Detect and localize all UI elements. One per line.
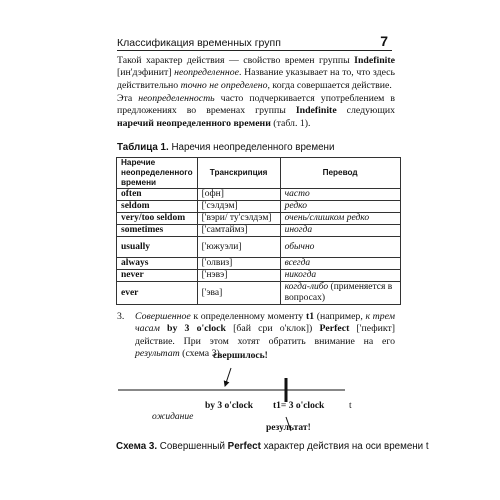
cell-word: never [117, 270, 198, 282]
text-run: Такой характер действия — свойство времен группы [117, 55, 355, 66]
label-result: результат! [266, 423, 311, 433]
cell-transcription: ['самтаймз] [197, 225, 280, 237]
header-title: Классификация временных групп [117, 37, 281, 49]
text-run: Эта [117, 93, 139, 104]
term-adverbs: наречий неопределенного времени [117, 117, 271, 129]
text-run: [ин'дэфинит] [117, 67, 175, 79]
emphasis-text: результат [135, 347, 180, 359]
label-by-3-oclock: by 3 o'clock [205, 401, 254, 411]
header-translation: Перевод [280, 158, 400, 189]
text-run: к определенному моменту [190, 311, 306, 322]
cell-word: very/too seldom [117, 213, 198, 225]
emphasis-text: точно не определено [180, 79, 268, 91]
label-t1: t1= 3 o'clock [273, 401, 325, 411]
text-run: . Название указывает на то, что здесь действительно [117, 67, 395, 91]
emphasis-text: к трем часам [135, 311, 395, 335]
text-run: часто подчеркивается употреблением в предложениях во временах группы [117, 93, 395, 117]
term-t1: t1 [305, 311, 315, 322]
text-run: Совершенный [157, 441, 228, 452]
text-run: (табл. 1). [270, 117, 311, 129]
cell-transcription: ['нэвэ] [197, 270, 280, 282]
text-run: характер действия на оси времени t [260, 441, 429, 452]
text-run: ['пефикт] действие. При этом хотят обратить внимание на его [135, 323, 396, 347]
term-translation: неопределенное [174, 67, 240, 79]
label-waiting: ожидание [152, 412, 194, 422]
header-transcription: Транскрипция [197, 158, 280, 189]
text-run: , когда совершается действие. [267, 79, 392, 91]
translation-word: когда-либо [284, 282, 329, 292]
cell-translation: никогда [280, 270, 400, 282]
cell-translation: редко [280, 201, 400, 213]
cell-word: seldom [117, 201, 198, 213]
scheme-caption [116, 441, 429, 453]
cell-word: often [117, 189, 198, 201]
cell-word: always [117, 258, 198, 270]
scheme-label: Схема 3. [116, 441, 158, 452]
text-run: [бай сри о'клок]) [225, 323, 320, 335]
list-number: 3. [117, 311, 125, 322]
cell-word: usually [117, 237, 198, 258]
translation-note: (применяется в вопросах) [284, 282, 393, 303]
table-caption-text: Наречия неопределенного времени [168, 142, 335, 153]
term-indefinite: Indefinite [295, 105, 337, 117]
cell-word: ever [117, 282, 198, 305]
emphasis-text: Совершенное [135, 311, 191, 322]
cell-word: sometimes [117, 225, 198, 237]
cell-transcription: ['вэри/ ту'сэлдэм] [197, 213, 280, 225]
header-adverb: Наречие неопределенного времени [117, 158, 198, 189]
label-done: свершилось! [213, 351, 268, 361]
term-perfect: Perfect [319, 323, 350, 335]
term-indefinite: Indefinite [354, 55, 395, 66]
term-perfect: Perfect [227, 441, 261, 452]
text-run: (например, [314, 311, 366, 322]
cell-translation: часто [280, 189, 400, 201]
cell-transcription: ['эва] [197, 282, 280, 305]
page-number: 7 [380, 33, 388, 49]
emphasis-text: неопределенность [138, 93, 215, 104]
cell-transcription: ['олвиз] [197, 258, 280, 270]
text-run: (схема 3). [179, 347, 223, 359]
arrow-done [225, 368, 231, 386]
cell-translation: обычно [280, 237, 400, 258]
label-t: t [349, 401, 352, 411]
term-by-3-oclock: by 3 o'clock [167, 323, 226, 335]
cell-transcription: [офн] [197, 189, 280, 201]
cell-translation: всегда [280, 258, 400, 270]
cell-translation: иногда [280, 225, 400, 237]
cell-translation: очень/слишком редко [280, 213, 400, 225]
cell-transcription: ['южуэли] [197, 237, 280, 258]
cell-transcription: ['сэлдэм] [197, 201, 280, 213]
text-run: следующих [336, 105, 396, 117]
table-label: Таблица 1. [117, 142, 169, 153]
